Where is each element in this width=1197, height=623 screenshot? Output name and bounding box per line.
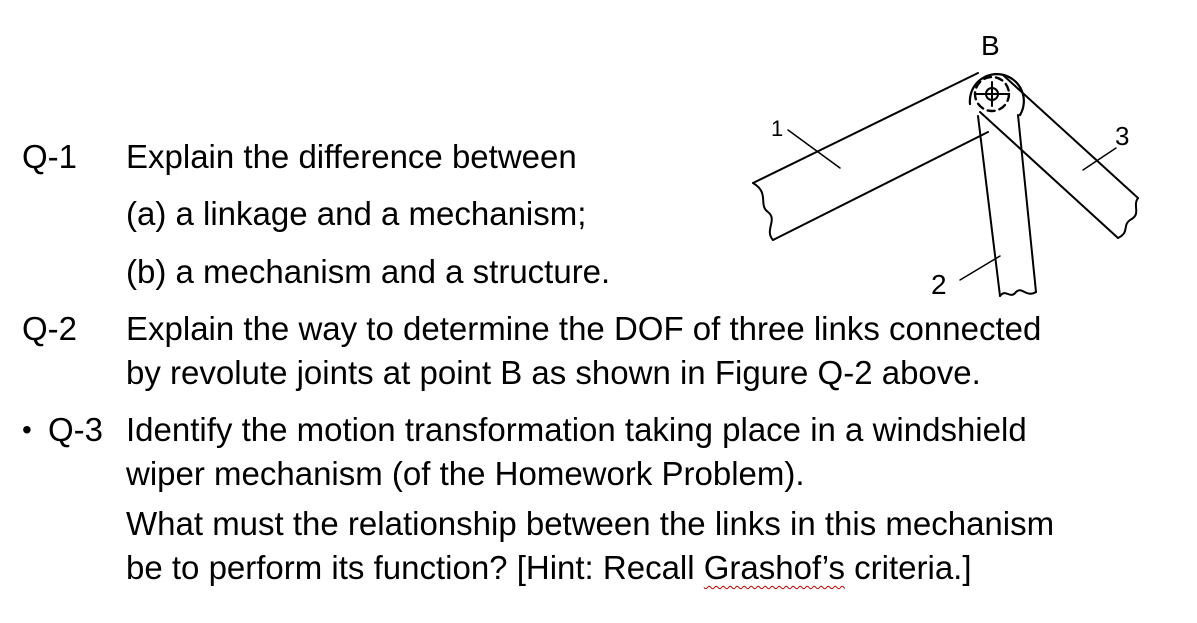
link-2-label: 2 xyxy=(931,269,947,300)
link-3-bar xyxy=(980,75,1138,238)
spellcheck-flagged-word[interactable]: Grashof’s xyxy=(703,549,845,586)
q3-text-line4-end: criteria.] xyxy=(844,549,972,586)
link-2-bar xyxy=(978,115,1036,296)
q3-text-line2: wiper mechanism (of the Homework Problem). xyxy=(126,455,805,492)
link-3-break xyxy=(1118,198,1138,238)
linkage-figure xyxy=(740,20,1160,310)
q3-text-line4-start: be to perform its function? [Hint: Recall xyxy=(126,549,704,586)
q1-text-line2: (a) a linkage and a mechanism; xyxy=(126,195,587,232)
link-2-break xyxy=(1000,290,1036,296)
q3-text-line3: What must the relationship between the links in this mechanism xyxy=(126,505,1055,542)
link-1-break xyxy=(753,183,773,240)
link-2-leader xyxy=(960,256,1000,280)
link-1-label: 1 xyxy=(771,116,784,141)
q1-number: Q-1 xyxy=(22,138,78,175)
link-1-bar xyxy=(753,73,988,240)
q3-bullet: • xyxy=(22,414,32,445)
q3-text-line4 xyxy=(126,548,972,588)
q1-text-line3: (b) a mechanism and a structure. xyxy=(126,253,611,290)
q2-text-line1: Explain the way to determine the DOF of three links connected xyxy=(126,310,1042,347)
q3-number: Q-3 xyxy=(48,411,104,448)
q3-text-line1: Identify the motion transformation taking place in a windshield xyxy=(126,411,1027,448)
q2-number: Q-2 xyxy=(22,310,78,347)
q2-text-line2: by revolute joints at point B as shown in Figure Q-2 above. xyxy=(126,354,981,391)
link-3-label: 3 xyxy=(1115,121,1130,151)
joint-b-label: B xyxy=(981,30,1000,61)
q1-text-line1: Explain the difference between xyxy=(126,138,577,175)
joint-crosshair xyxy=(976,82,1008,106)
